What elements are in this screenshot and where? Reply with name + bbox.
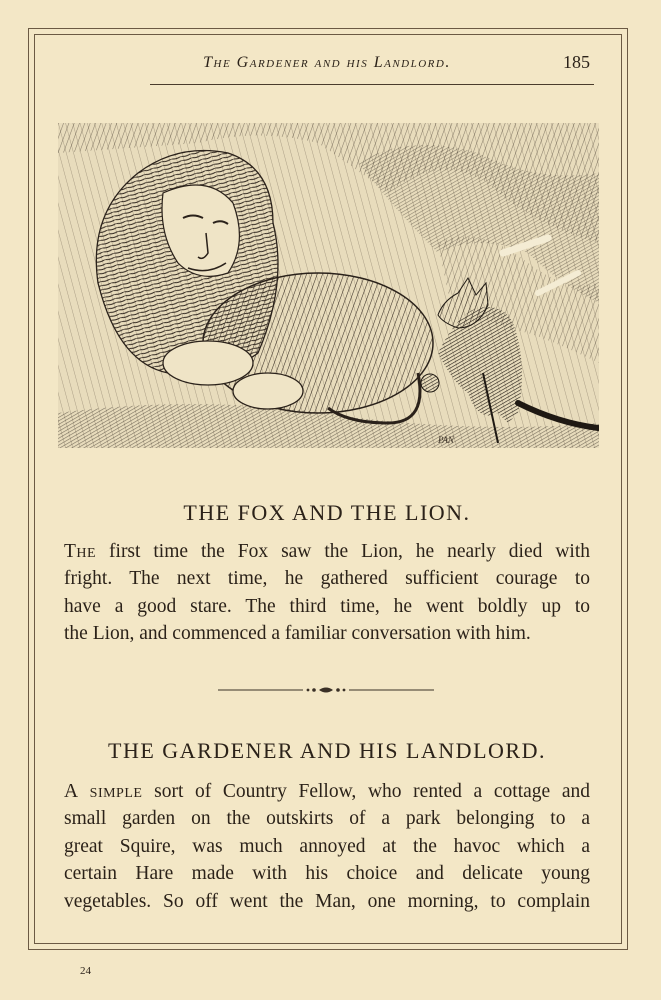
fable1-lead: The <box>64 541 97 562</box>
fable2-text <box>64 778 590 915</box>
lion-and-fox-illustration <box>58 123 599 448</box>
fable2-lead: A simple <box>64 781 143 802</box>
fable1-line-4: the Lion, and commenced a familiar conversation with him. <box>64 623 531 645</box>
fable2-line-4: certain Hare made with his choice and delicate young <box>64 863 590 885</box>
section-divider-ornament <box>218 684 434 696</box>
fable1-line-3: have a good stare. The third time, he went boldly up to <box>64 595 590 617</box>
fable2-line-3: great Squire, was much annoyed at the havoc which a <box>64 835 590 857</box>
fable2-line-1: A simple sort of Country Fellow, who rented a cottage and <box>64 781 590 802</box>
fable2-line-5: vegetables. So off went the Man, one morning, to complain <box>64 890 590 912</box>
page-number: 185 <box>563 52 590 72</box>
engraver-mark: PAN <box>438 435 454 445</box>
fable1-text <box>64 538 590 648</box>
fable2-title: THE GARDENER AND HIS LANDLORD. <box>108 738 546 763</box>
fable1-line-1: The first time the Fox saw the Lion, he nearly died with <box>64 541 590 562</box>
signature-mark: 24 <box>80 965 91 977</box>
running-title: The Gardener and his Landlord. <box>203 54 451 71</box>
fable2-line-2: small garden on the outskirts of a park belonging to a <box>64 808 590 830</box>
running-head <box>34 50 620 80</box>
fable1-line-2: fright. The next time, he gathered sufficient courage to <box>64 568 590 590</box>
fable1-title: THE FOX AND THE LION. <box>183 500 471 525</box>
header-rule <box>150 84 594 85</box>
